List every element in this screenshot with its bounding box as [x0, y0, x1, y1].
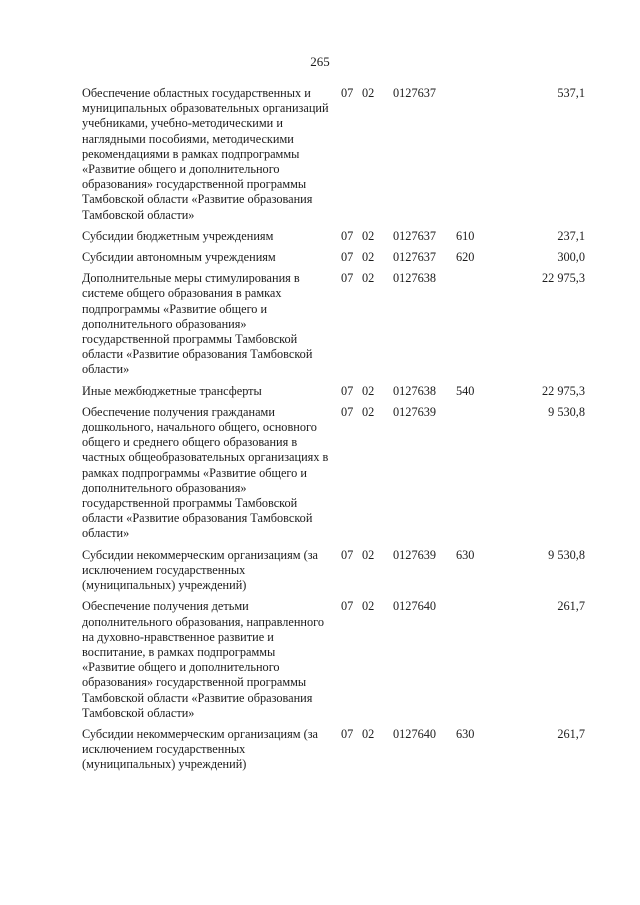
table-row: [82, 401, 585, 544]
table-row: [82, 544, 585, 596]
expense-type-code: 620: [456, 250, 475, 265]
subsection-code: 02: [362, 547, 375, 562]
target-article-code: 0127637: [393, 250, 437, 265]
table-row: [82, 246, 585, 267]
target-article-code: 0127639: [393, 404, 437, 419]
section-code: 07: [341, 271, 354, 286]
expense-type-code: [454, 401, 494, 544]
item-name: Обеспечение получения детьми дополнительного образования, направленного на духовно-нравственное развитие и воспитание, в рамках подпрограммы «Развитие общего и дополнительного образования» государственной программы Тамбовской области «Развитие образования Тамбовской области»: [82, 599, 325, 720]
item-name: Субсидии бюджетным учреждениям: [82, 228, 274, 243]
subsection-code: 02: [362, 726, 375, 741]
target-article-code: 0127640: [393, 599, 437, 614]
target-article-code: 0127640: [393, 726, 437, 741]
table-row: [82, 267, 585, 379]
target-article-code: 0127638: [393, 383, 437, 398]
expense-type-code: [454, 267, 494, 379]
page-number: 265: [310, 54, 330, 69]
expense-type-code: 540: [456, 383, 475, 398]
item-name: Субсидии некоммерческим организациям (за исключением государственных (муниципальных) учреждений): [82, 726, 319, 772]
table-row: [82, 723, 585, 775]
section-code: 07: [341, 250, 354, 265]
section-code: 07: [341, 86, 354, 100]
section-code: 07: [341, 228, 354, 243]
amount: 261,7: [557, 599, 585, 614]
item-name: Обеспечение областных государственных и муниципальных образовательных организаций учебниками, учебно-методическими и наглядными пособиями, методическими рекомендациями в рамках подпрограммы «Развитие общего и дополнительного образования» государственной программы Тамбовской области «Развитие образования Тамбовской области»: [82, 86, 329, 222]
table-row: [82, 595, 585, 723]
amount: 537,1: [557, 86, 585, 100]
section-code: 07: [341, 404, 354, 419]
expense-type-code: [454, 86, 494, 225]
section-code: 07: [341, 726, 354, 741]
amount: 300,0: [557, 250, 585, 265]
subsection-code: 02: [362, 404, 375, 419]
item-name: Субсидии автономным учреждениям: [82, 250, 276, 265]
budget-table: [82, 86, 585, 775]
table-row: [82, 225, 585, 246]
subsection-code: 02: [362, 250, 375, 265]
expense-type-code: 630: [456, 726, 475, 741]
amount: 22 975,3: [541, 383, 585, 398]
amount: 9 530,8: [548, 404, 585, 419]
subsection-code: 02: [362, 383, 375, 398]
target-article-code: 0127639: [393, 547, 437, 562]
expense-type-code: [454, 595, 494, 723]
item-name: Иные межбюджетные трансферты: [82, 383, 262, 398]
expense-type-code: 610: [456, 228, 475, 243]
amount: 261,7: [557, 726, 585, 741]
subsection-code: 02: [362, 599, 375, 614]
target-article-code: 0127638: [393, 271, 437, 286]
subsection-code: 02: [362, 86, 375, 100]
section-code: 07: [341, 599, 354, 614]
amount: 237,1: [557, 228, 585, 243]
target-article-code: 0127637: [393, 86, 437, 100]
section-code: 07: [341, 383, 354, 398]
amount: 22 975,3: [541, 271, 585, 286]
table-row: [82, 380, 585, 401]
item-name: Обеспечение получения гражданами дошкольного, начального общего, основного общего и среднего общего образования в частных общеобразовательных организациях в рамках подпрограммы «Развитие общего и дополнительного образования» государственной программы Тамбовской области «Развитие образования Тамбовской области»: [82, 404, 329, 541]
budget-table-body: [82, 86, 585, 775]
subsection-code: 02: [362, 271, 375, 286]
item-name: Дополнительные меры стимулирования в системе общего образования в рамках подпрограммы «Развитие общего и дополнительного образования» государственной программы Тамбовской области «Развитие образования Тамбовской области»: [82, 271, 313, 377]
expense-type-code: 630: [456, 547, 475, 562]
amount: 9 530,8: [548, 547, 585, 562]
section-code: 07: [341, 547, 354, 562]
subsection-code: 02: [362, 228, 375, 243]
item-name: Субсидии некоммерческим организациям (за исключением государственных (муниципальных) учреждений): [82, 547, 319, 593]
table-row: [82, 86, 585, 225]
target-article-code: 0127637: [393, 228, 437, 243]
